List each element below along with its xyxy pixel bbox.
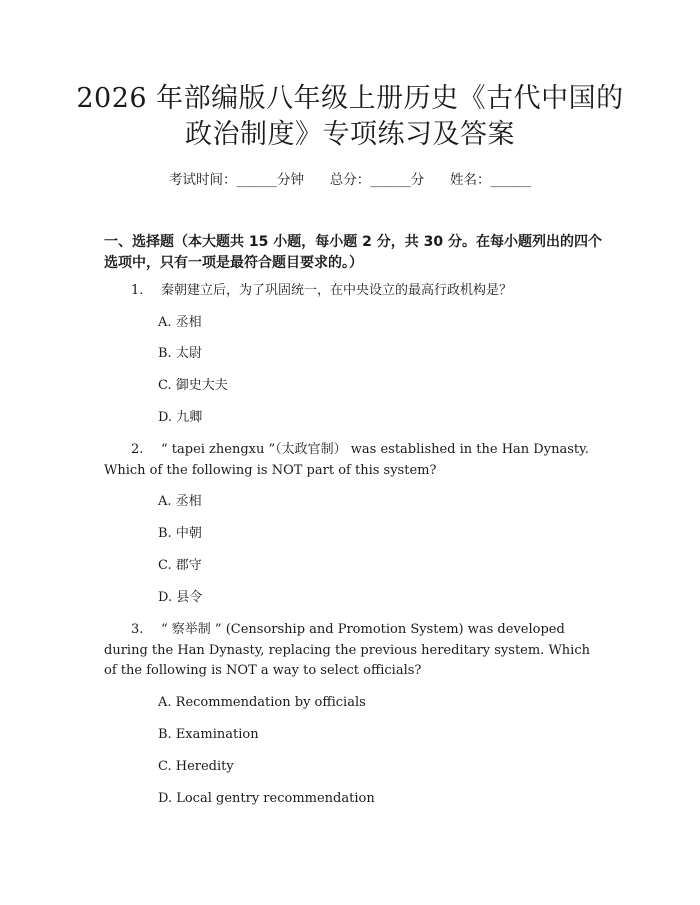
question-3-option-c: C. Heredity <box>158 759 234 774</box>
exam-name: 姓名：______ <box>450 172 531 188</box>
question-1-option-b: B. 太尉 <box>158 346 202 361</box>
question-3-option-b: B. Examination <box>158 727 259 742</box>
question-2-option-a: A. 丞相 <box>158 494 202 509</box>
exam-meta <box>0 168 700 188</box>
document-title-line-1: 2026 年部编版八年级上册历史《古代中国的 <box>76 83 624 114</box>
question-2-option-b: B. 中朝 <box>158 526 202 541</box>
question-3 <box>104 620 604 682</box>
question-number: 1. <box>131 283 144 298</box>
question-2-option-c: C. 郡守 <box>158 558 202 573</box>
question-2-option-d: D. 县令 <box>158 590 203 605</box>
question-text: “ tapei zhengxu ”（太政官制） was established in the Han Dynasty. Which of the following is NOT part of this system? <box>104 442 589 478</box>
question-number: 3. <box>131 622 144 637</box>
question-1-option-c: C. 御史大夫 <box>158 378 228 393</box>
question-3-option-d: D. Local gentry recommendation <box>158 791 375 806</box>
question-number: 2. <box>131 442 144 457</box>
question-1-option-d: D. 九卿 <box>158 410 203 425</box>
question-1-option-a: A. 丞相 <box>158 315 202 330</box>
exam-score: 总分：______分 <box>329 172 425 188</box>
exam-time: 考试时间：______分钟 <box>169 172 304 188</box>
question-text: 秦朝建立后，为了巩固统一，在中央设立的最高行政机构是？ <box>161 283 513 298</box>
question-3-option-a: A. Recommendation by officials <box>158 695 366 710</box>
question-2 <box>104 440 604 481</box>
question-text: “ 察举制 ” (Censorship and Promotion System) was developed during the Han Dynasty, replacing the previous hereditary system. Which of the following is NOT a way to select officials? <box>104 622 590 678</box>
document-title-line-2: 政治制度》专项练习及答案 <box>185 119 515 150</box>
section-heading: 一、选择题（本大题共 15 小题，每小题 2 分，共 30 分。在每小题列出的四个选项中，只有一项是最符合题目要求的。） <box>104 234 602 271</box>
question-1 <box>104 281 604 302</box>
